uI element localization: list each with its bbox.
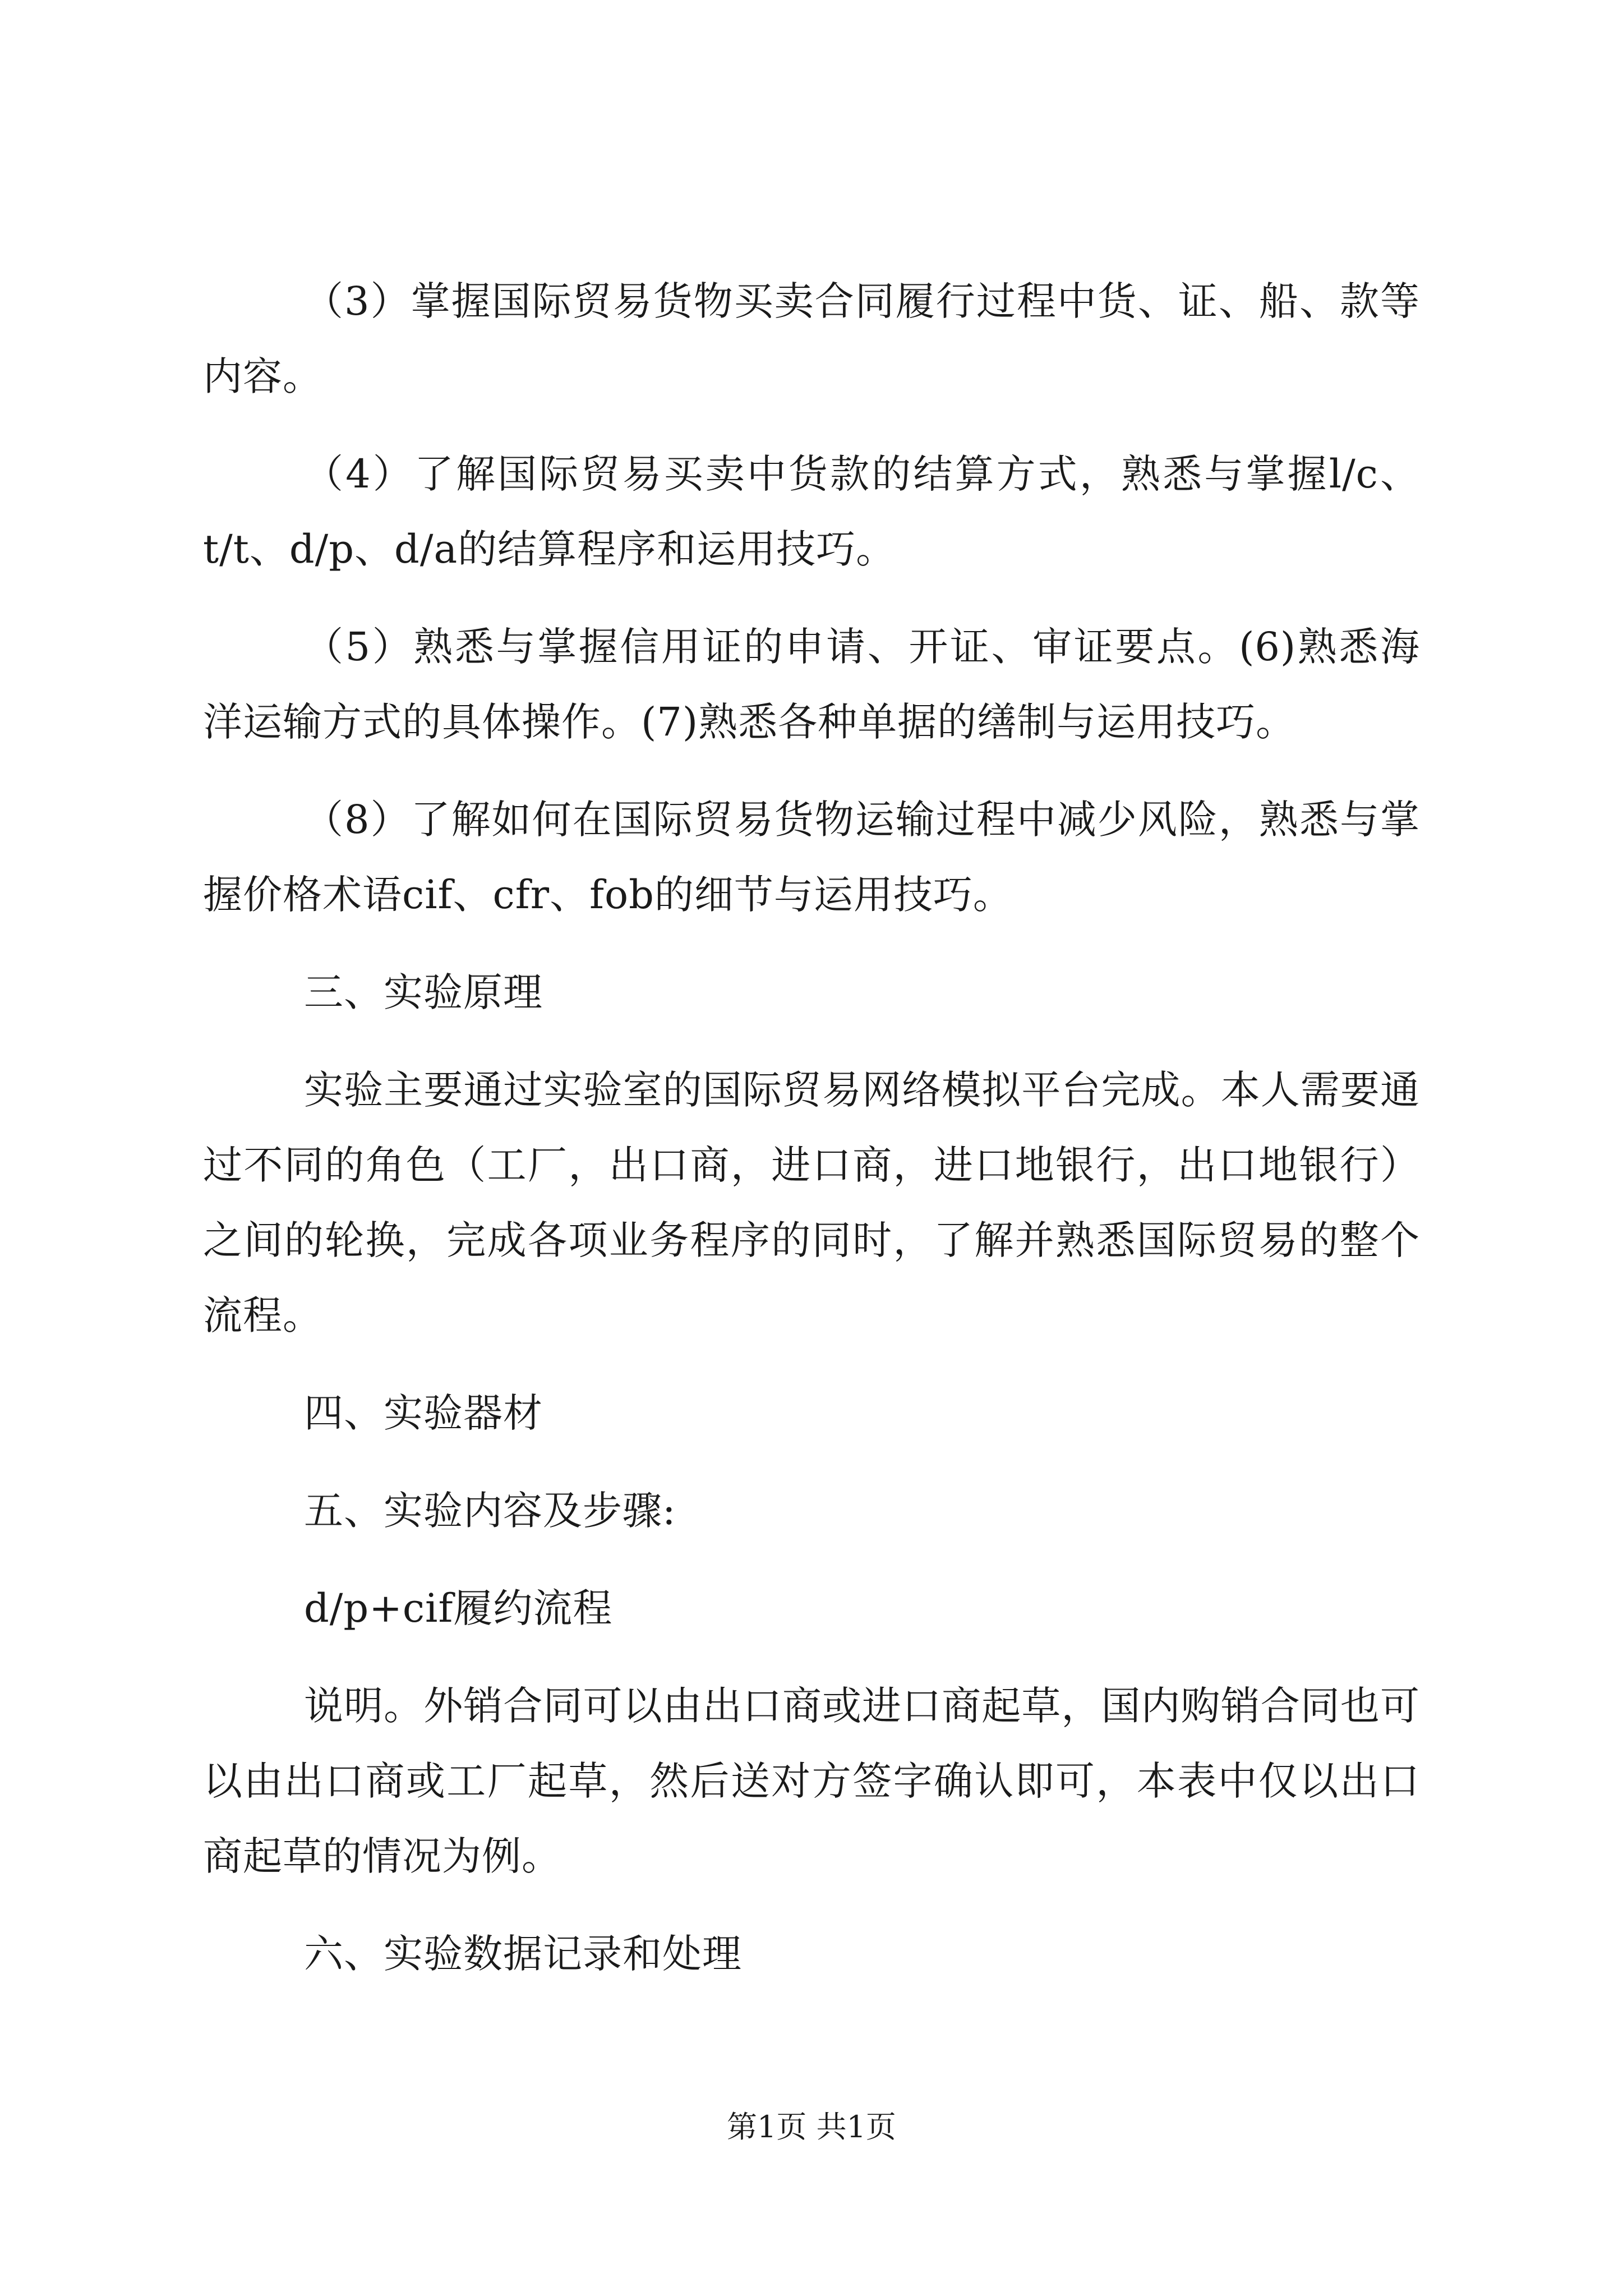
- paragraph-principle: 实验主要通过实验室的国际贸易网络模拟平台完成。本人需要通过不同的角色（工厂，出口商，进口商，进口地银行，出口地银行）之间的轮换，完成各项业务程序的同时，了解并熟悉国际贸易的整个流程。: [203, 1067, 1420, 1338]
- paragraph-objective-3: （3）掌握国际贸易货物买卖合同履行过程中货、证、船、款等内容。: [203, 278, 1420, 399]
- page-footer: 第1页 共1页: [727, 2109, 896, 2145]
- paragraph-objective-5-7: （5）熟悉与掌握信用证的申请、开证、审证要点。(6)熟悉海洋运输方式的具体操作。(7)熟悉各种单据的缮制与运用技巧。: [203, 624, 1420, 745]
- document-body: [203, 264, 1420, 2014]
- flow-title: d/p+cif履约流程: [304, 1585, 613, 1631]
- section-heading-data-record: 六、实验数据记录和处理: [304, 1931, 742, 1977]
- section-heading-equipment: 四、实验器材: [304, 1390, 543, 1436]
- paragraph-objective-4: （4）了解国际贸易买卖中货款的结算方式，熟悉与掌握l/c、t/t、d/p、d/a的结算程序和运用技巧。: [203, 451, 1420, 572]
- paragraph-objective-8: （8）了解如何在国际贸易货物运输过程中减少风险，熟悉与掌握价格术语cif、cfr、fob的细节与运用技巧。: [203, 797, 1420, 918]
- paragraph-explanation: 说明。外销合同可以由出口商或进口商起草，国内购销合同也可以由出口商或工厂起草，然后送对方签字确认即可，本表中仅以出口商起草的情况为例。: [203, 1683, 1420, 1879]
- section-heading-principle: 三、实验原理: [304, 969, 543, 1015]
- section-heading-content-steps: 五、实验内容及步骤:: [304, 1488, 676, 1534]
